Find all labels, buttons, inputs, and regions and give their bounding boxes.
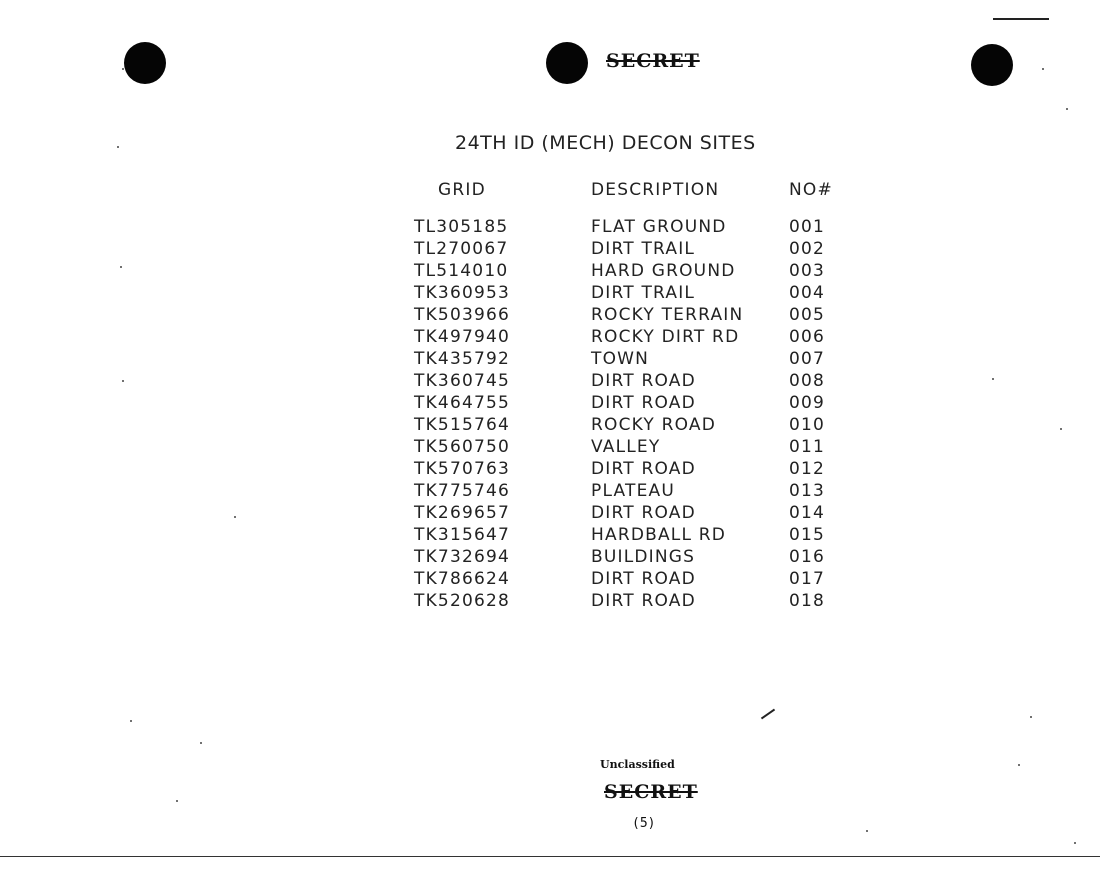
binder-hole-right (971, 44, 1013, 86)
cell-grid: TK435792 (414, 349, 511, 369)
cell-grid: TK315647 (414, 525, 511, 545)
cell-number: 006 (789, 327, 826, 347)
secret-stamp-bottom: SECRET (604, 781, 698, 803)
scan-speck (200, 742, 202, 744)
cell-number: 017 (789, 569, 826, 589)
table-row (410, 590, 849, 612)
cell-grid: TK775746 (414, 481, 511, 501)
table-row (410, 348, 849, 370)
cell-description: DIRT ROAD (591, 393, 696, 413)
scan-speck (1060, 428, 1062, 430)
table-row (410, 480, 849, 502)
cell-number: 007 (789, 349, 826, 369)
cell-grid: TK515764 (414, 415, 511, 435)
table-row (410, 568, 849, 590)
cell-description: HARD GROUND (591, 261, 736, 281)
table-row (410, 458, 849, 480)
table-row (410, 238, 849, 260)
cell-grid: TK560750 (414, 437, 511, 457)
table-row (410, 502, 849, 524)
table-row (410, 524, 849, 546)
table-row (410, 392, 849, 414)
scan-speck (1066, 108, 1068, 110)
table-row (410, 282, 849, 304)
top-edge-rule (993, 18, 1049, 20)
binder-hole-left (124, 42, 166, 84)
cell-number: 014 (789, 503, 826, 523)
cell-number: 010 (789, 415, 826, 435)
cell-number: 003 (789, 261, 826, 281)
cell-number: 018 (789, 591, 826, 611)
cell-description: DIRT ROAD (591, 591, 696, 611)
document-title: 24TH ID (MECH) DECON SITES (455, 132, 756, 154)
page-number: (5) (632, 816, 656, 831)
cell-description: DIRT TRAIL (591, 283, 696, 303)
cell-description: DIRT ROAD (591, 459, 696, 479)
cell-grid: TK464755 (414, 393, 511, 413)
cell-description: VALLEY (591, 437, 661, 457)
cell-grid: TK732694 (414, 547, 511, 567)
cell-description: ROCKY TERRAIN (591, 305, 744, 325)
cell-grid: TL305185 (414, 217, 509, 237)
cell-description: FLAT GROUND (591, 217, 727, 237)
cell-grid: TK360953 (414, 283, 511, 303)
cell-description: PLATEAU (591, 481, 676, 501)
cell-grid: TK360745 (414, 371, 511, 391)
cell-number: 005 (789, 305, 826, 325)
scan-speck (1030, 716, 1032, 718)
secret-stamp-top: SECRET (606, 50, 700, 72)
cell-number: 009 (789, 393, 826, 413)
bottom-edge-rule (0, 856, 1100, 857)
table-row (410, 260, 849, 282)
cell-description: HARDBALL RD (591, 525, 727, 545)
binder-hole-center (546, 42, 588, 84)
scan-speck (122, 380, 124, 382)
decon-sites-table (410, 180, 849, 612)
cell-description: DIRT ROAD (591, 503, 696, 523)
table-row (410, 326, 849, 348)
scan-speck (992, 378, 994, 380)
cell-grid: TK570763 (414, 459, 511, 479)
cell-number: 008 (789, 371, 826, 391)
scan-speck (176, 800, 178, 802)
scan-speck (234, 516, 236, 518)
cell-number: 012 (789, 459, 826, 479)
table-row (410, 370, 849, 392)
column-header-number: NO# (789, 180, 833, 200)
scan-speck (122, 68, 124, 70)
scan-speck (866, 830, 868, 832)
classification-label: Unclassified (600, 758, 675, 771)
pen-mark (761, 709, 775, 720)
cell-grid: TK269657 (414, 503, 511, 523)
cell-number: 002 (789, 239, 826, 259)
cell-description: TOWN (591, 349, 650, 369)
scan-speck (120, 266, 122, 268)
cell-description: BUILDINGS (591, 547, 696, 567)
scan-speck (1074, 842, 1076, 844)
column-header-description: DESCRIPTION (591, 180, 720, 200)
cell-grid: TK520628 (414, 591, 511, 611)
cell-description: ROCKY DIRT RD (591, 327, 740, 347)
cell-description: DIRT TRAIL (591, 239, 696, 259)
scan-speck (1018, 764, 1020, 766)
cell-description: ROCKY ROAD (591, 415, 717, 435)
cell-number: 013 (789, 481, 826, 501)
cell-grid: TL514010 (414, 261, 509, 281)
scan-speck (117, 146, 119, 148)
cell-number: 015 (789, 525, 826, 545)
table-row (410, 304, 849, 326)
cell-number: 001 (789, 217, 826, 237)
cell-grid: TK503966 (414, 305, 511, 325)
column-header-grid: GRID (438, 180, 486, 200)
cell-grid: TK497940 (414, 327, 511, 347)
cell-description: DIRT ROAD (591, 371, 696, 391)
table-header-row (410, 180, 849, 216)
table-row (410, 216, 849, 238)
cell-number: 004 (789, 283, 826, 303)
scan-speck (1042, 68, 1044, 70)
table-row (410, 436, 849, 458)
table-row (410, 414, 849, 436)
table-row (410, 546, 849, 568)
cell-grid: TK786624 (414, 569, 511, 589)
cell-number: 016 (789, 547, 826, 567)
cell-number: 011 (789, 437, 826, 457)
cell-grid: TL270067 (414, 239, 509, 259)
cell-description: DIRT ROAD (591, 569, 696, 589)
scan-speck (130, 720, 132, 722)
